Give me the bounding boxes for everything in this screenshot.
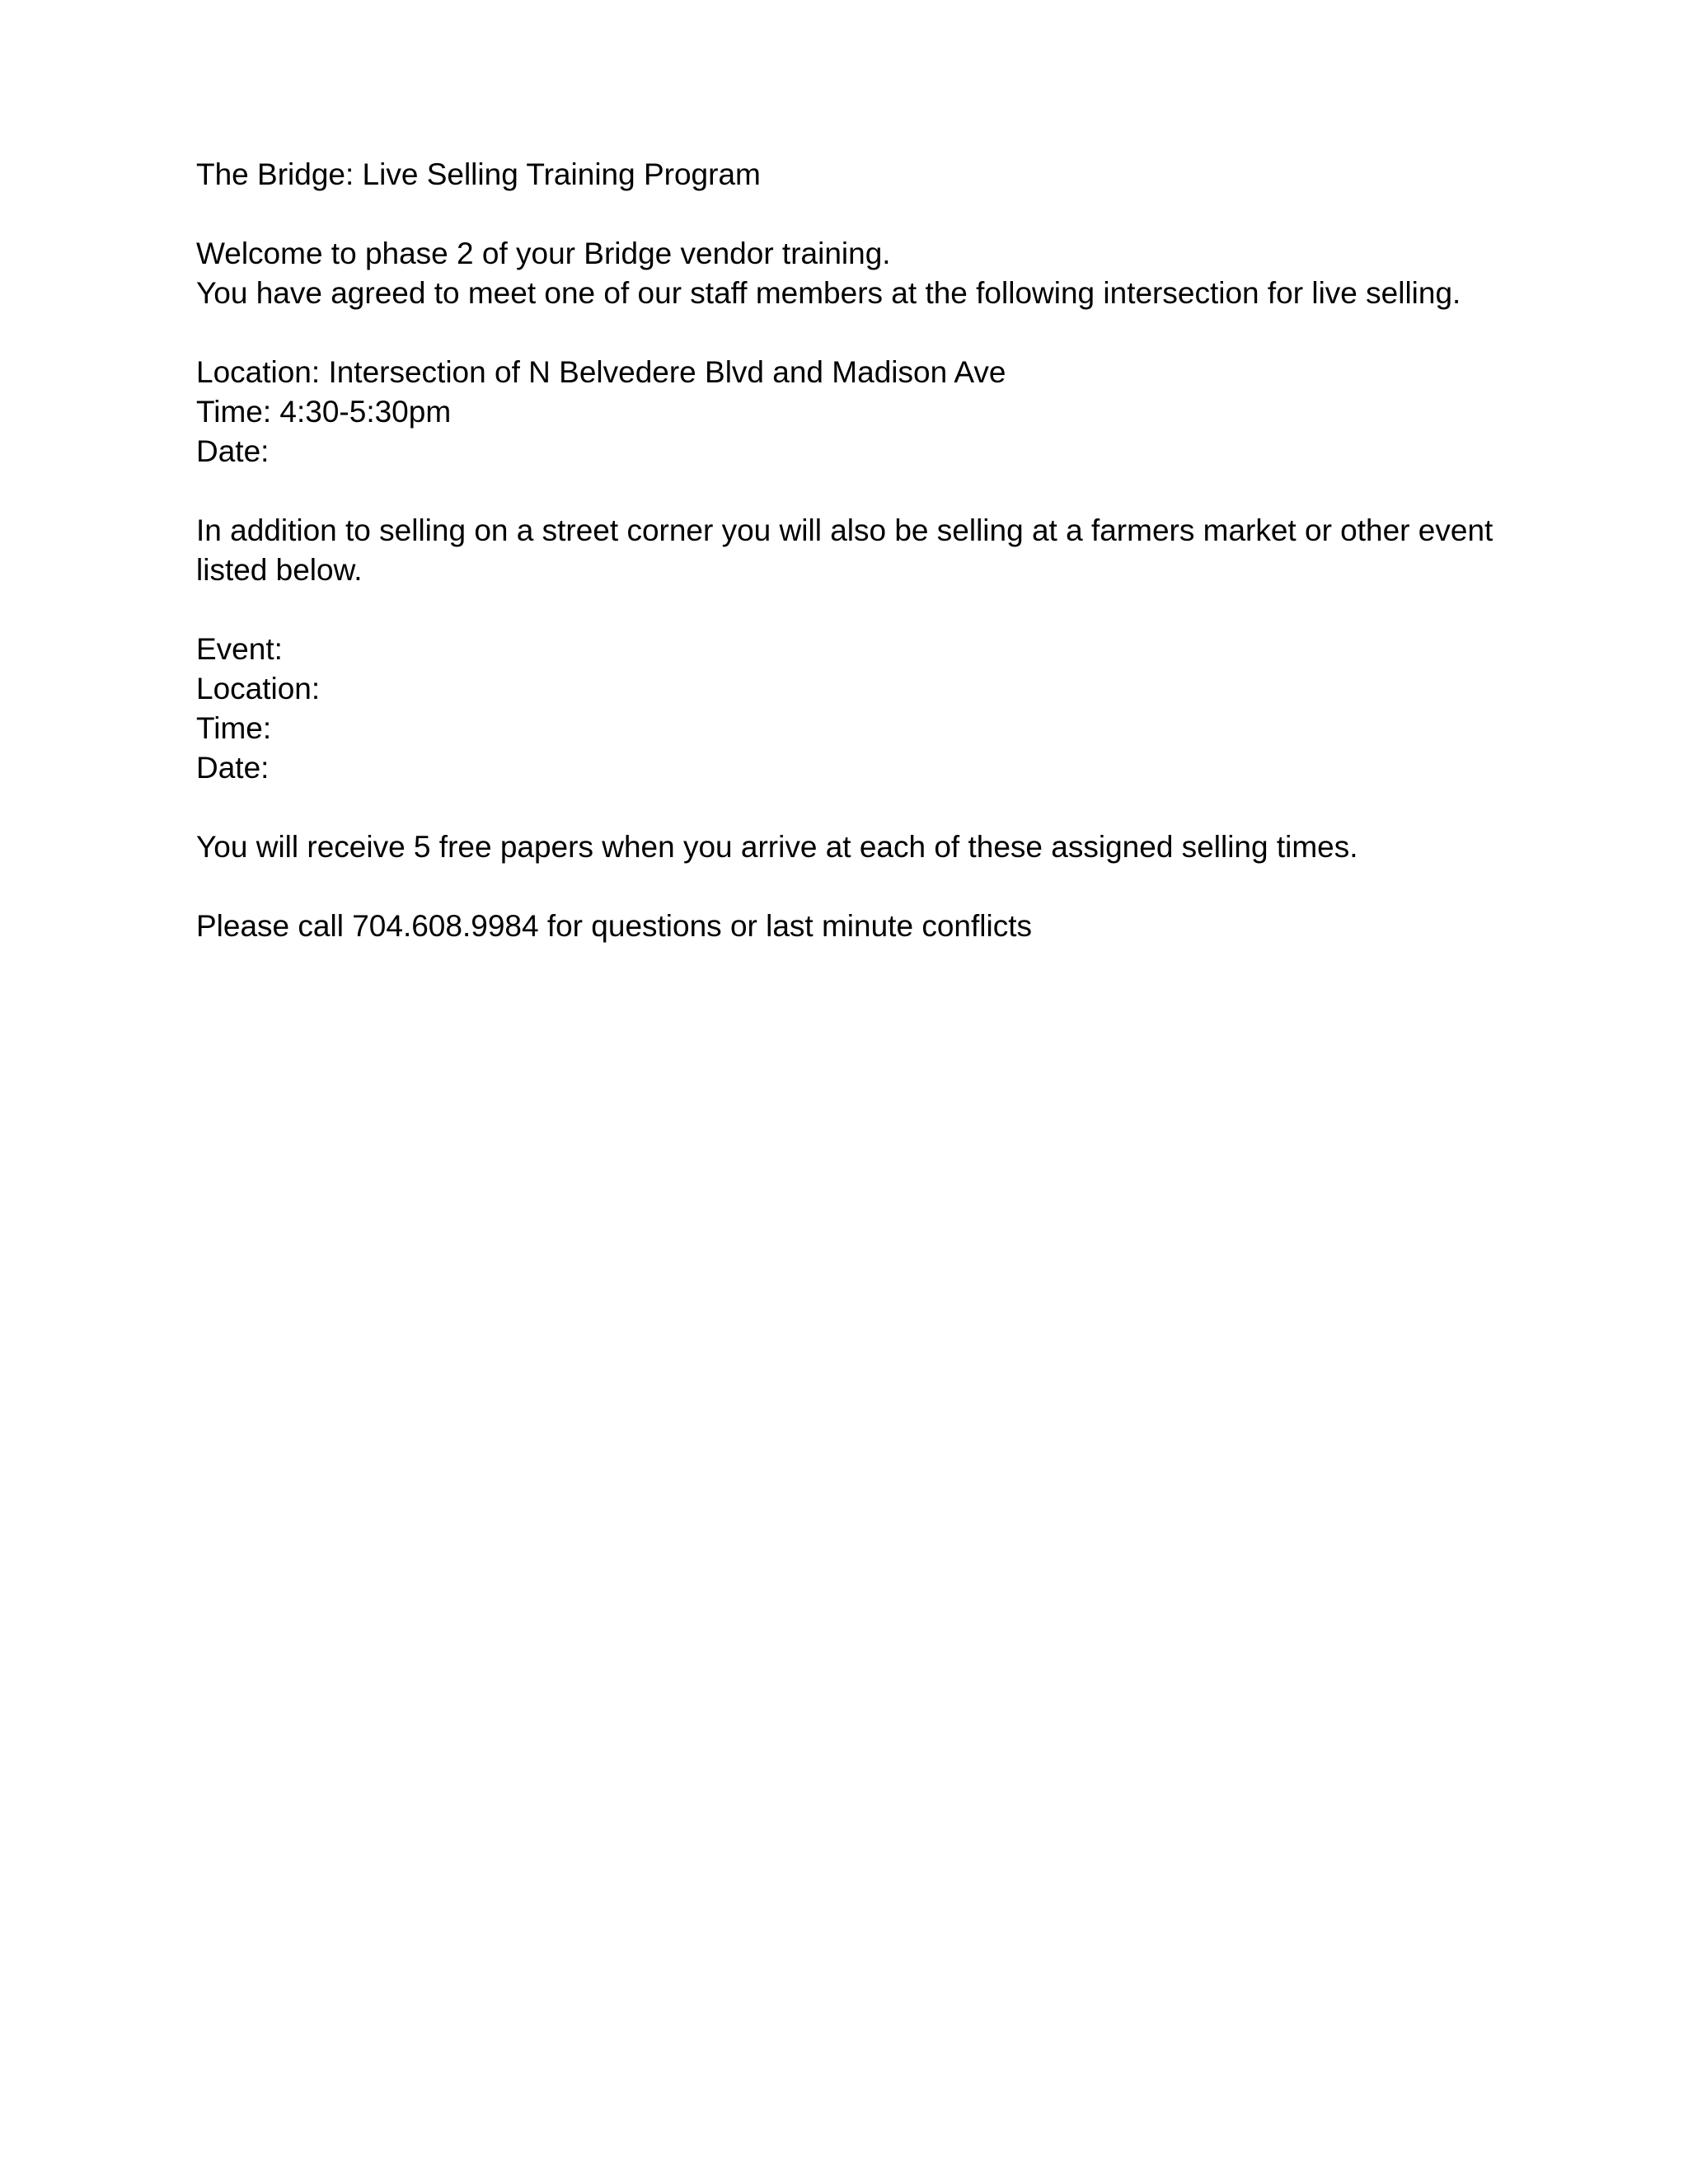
street-time: Time: 4:30-5:30pm [196, 395, 452, 429]
addition-text: In addition to selling on a street corner you will also be selling at a farmers market or other event listed below. [196, 513, 1493, 587]
welcome-text: Welcome to phase 2 of your Bridge vendor training. [196, 237, 891, 270]
agreement-text: You have agreed to meet one of our staff members at the following intersection for live selling. [196, 276, 1461, 310]
spacer [196, 867, 1507, 907]
event-location: Location: [196, 672, 321, 705]
event-time: Time: [196, 711, 272, 745]
spacer [196, 590, 1507, 630]
street-location: Location: Intersection of N Belvedere Blvd and Madison Ave [196, 355, 1006, 389]
event-label: Event: [196, 632, 283, 666]
spacer [196, 471, 1507, 511]
papers-note: You will receive 5 free papers when you arrive at each of these assigned selling times. [196, 830, 1358, 864]
document-title: The Bridge: Live Selling Training Program [196, 157, 761, 191]
street-date: Date: [196, 434, 270, 468]
spacer [196, 313, 1507, 353]
contact-text: Please call 704.608.9984 for questions or last minute conflicts [196, 909, 1032, 943]
spacer [196, 194, 1507, 234]
event-date: Date: [196, 751, 270, 785]
document-body [196, 155, 1507, 946]
spacer [196, 788, 1507, 827]
